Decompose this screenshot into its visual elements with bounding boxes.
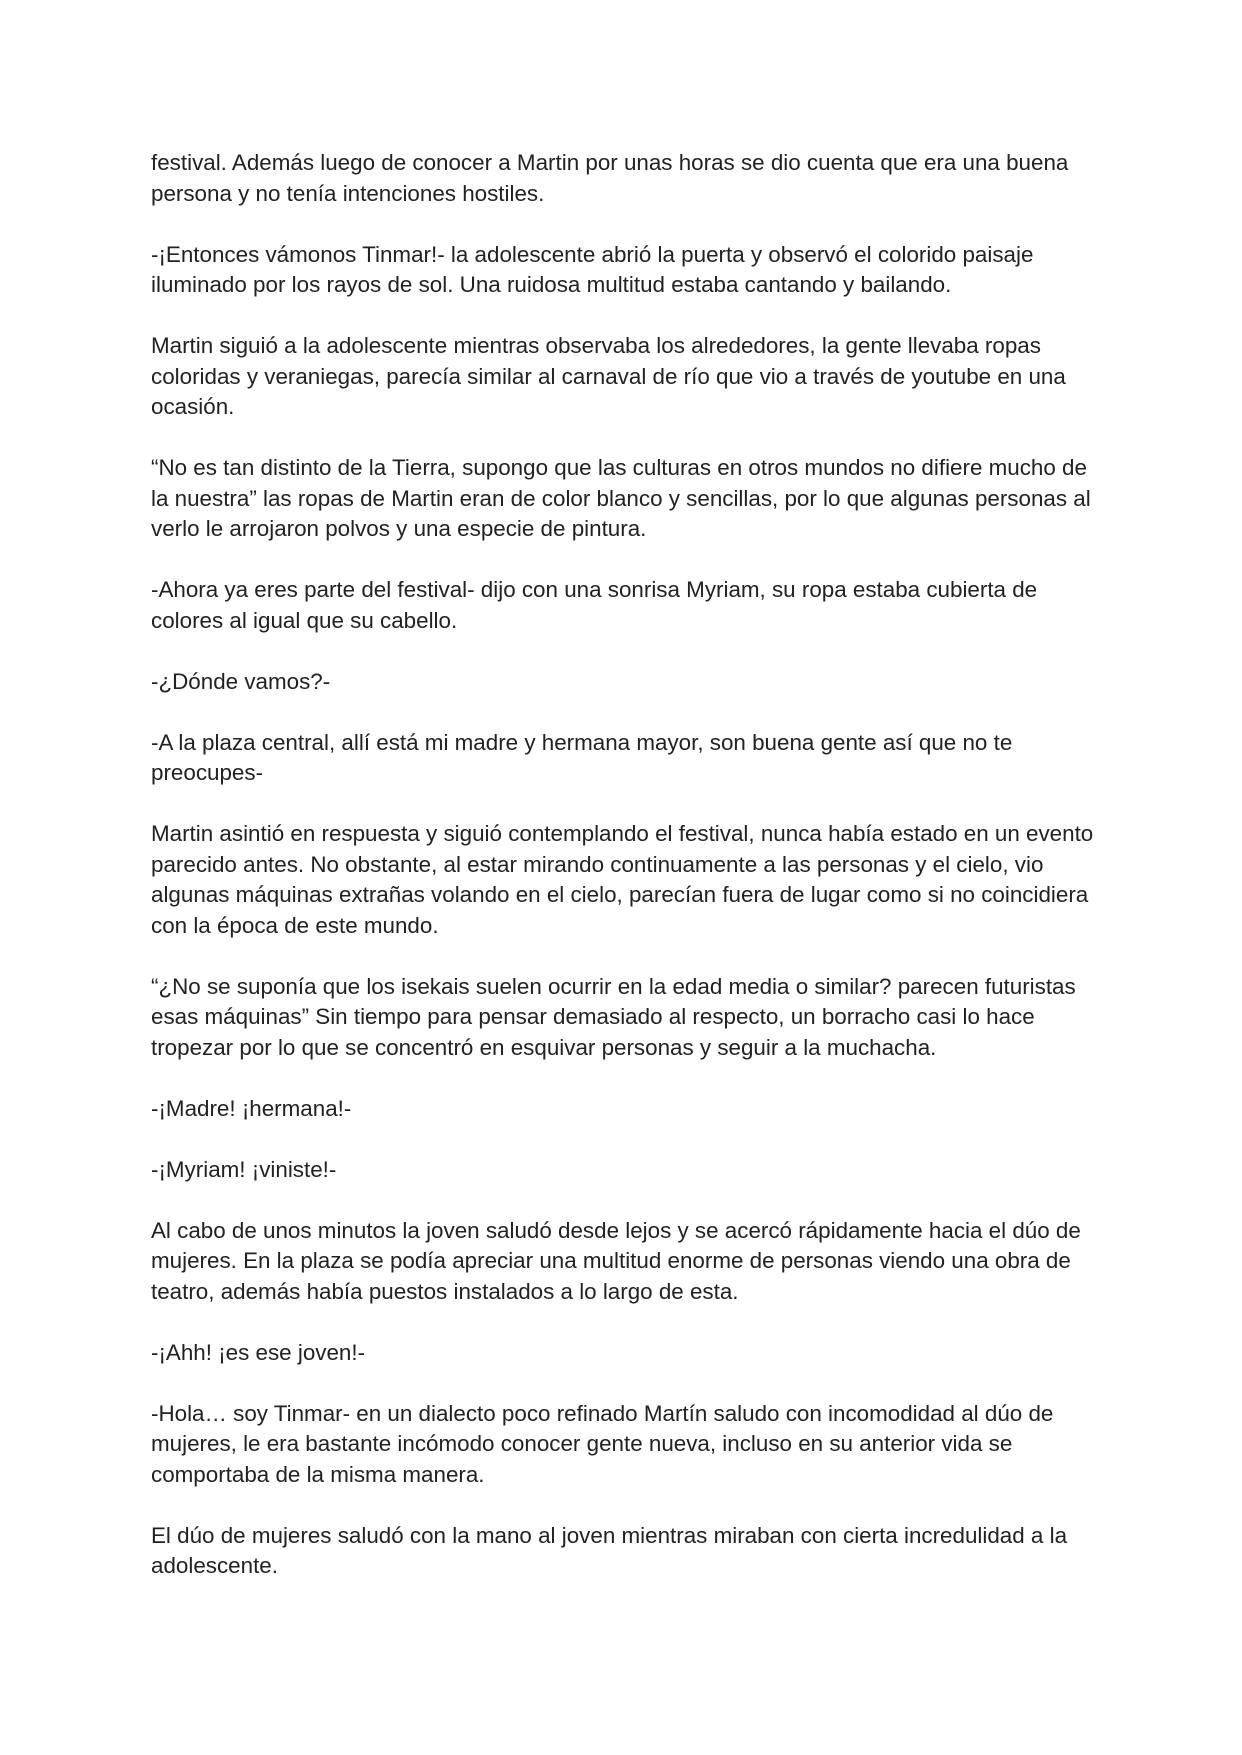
paragraph: -¡Entonces vámonos Tinmar!- la adolescente abrió la puerta y observó el colorido paisaje iluminado por los rayos de sol. Una ruidosa multitud estaba cantando y bailando. xyxy=(151,241,1034,297)
paragraph: -¡Myriam! ¡viniste!- xyxy=(151,1156,337,1182)
paragraph: festival. Además luego de conocer a Martin por unas horas se dio cuenta que era una buena persona y no tenía intenciones hostiles. xyxy=(151,150,1069,206)
paragraph: Martin asintió en respuesta y siguió contemplando el festival, nunca había estado en un evento parecido antes. No obstante, al estar mirando continuamente a las personas y el cielo, vio algunas máquinas extrañas volando en el cielo, parecían fuera de lugar como si no coincidiera con la época de este mundo. xyxy=(151,821,1094,938)
paragraph: Martin siguió a la adolescente mientras observaba los alrededores, la gente llevaba ropas coloridas y veraniegas, parecía similar al carnaval de río que vio a través de youtube en una ocasión. xyxy=(151,333,1066,419)
paragraph: “No es tan distinto de la Tierra, supongo que las culturas en otros mundos no difiere mucho de la nuestra” las ropas de Martin eran de color blanco y sencillas, por lo que algunas personas al verlo le arrojaron polvos y una especie de pintura. xyxy=(151,455,1091,541)
paragraph: -Ahora ya eres parte del festival- dijo con una sonrisa Myriam, su ropa estaba cubierta de colores al igual que su cabello. xyxy=(151,577,1038,633)
paragraph: “¿No se suponía que los isekais suelen ocurrir en la edad media o similar? parecen futuristas esas máquinas” Sin tiempo para pensar demasiado al respecto, un borracho casi lo hace tropezar por lo que se concentró en esquivar personas y seguir a la muchacha. xyxy=(151,973,1076,1060)
document-body xyxy=(151,148,1103,1612)
paragraph: -¡Madre! ¡hermana!- xyxy=(151,1095,352,1121)
paragraph: -¡Ahh! ¡es ese joven!- xyxy=(151,1339,366,1365)
paragraph: -Hola… soy Tinmar- en un dialecto poco refinado Martín saludo con incomodidad al dúo de mujeres, le era bastante incómodo conocer gente nueva, incluso en su anterior vida se comportaba de la misma manera. xyxy=(151,1400,1054,1487)
paragraph: Al cabo de unos minutos la joven saludó desde lejos y se acercó rápidamente hacia el dúo de mujeres. En la plaza se podía apreciar una multitud enorme de personas viendo una obra de teatro, además había puestos instalados a lo largo de esta. xyxy=(151,1217,1081,1304)
paragraph: -¿Dónde vamos?- xyxy=(151,668,331,694)
paragraph: El dúo de mujeres saludó con la mano al joven mientras miraban con cierta incredulidad a la adolescente. xyxy=(151,1522,1068,1578)
paragraph: -A la plaza central, allí está mi madre y hermana mayor, son buena gente así que no te preocupes- xyxy=(151,729,1013,785)
